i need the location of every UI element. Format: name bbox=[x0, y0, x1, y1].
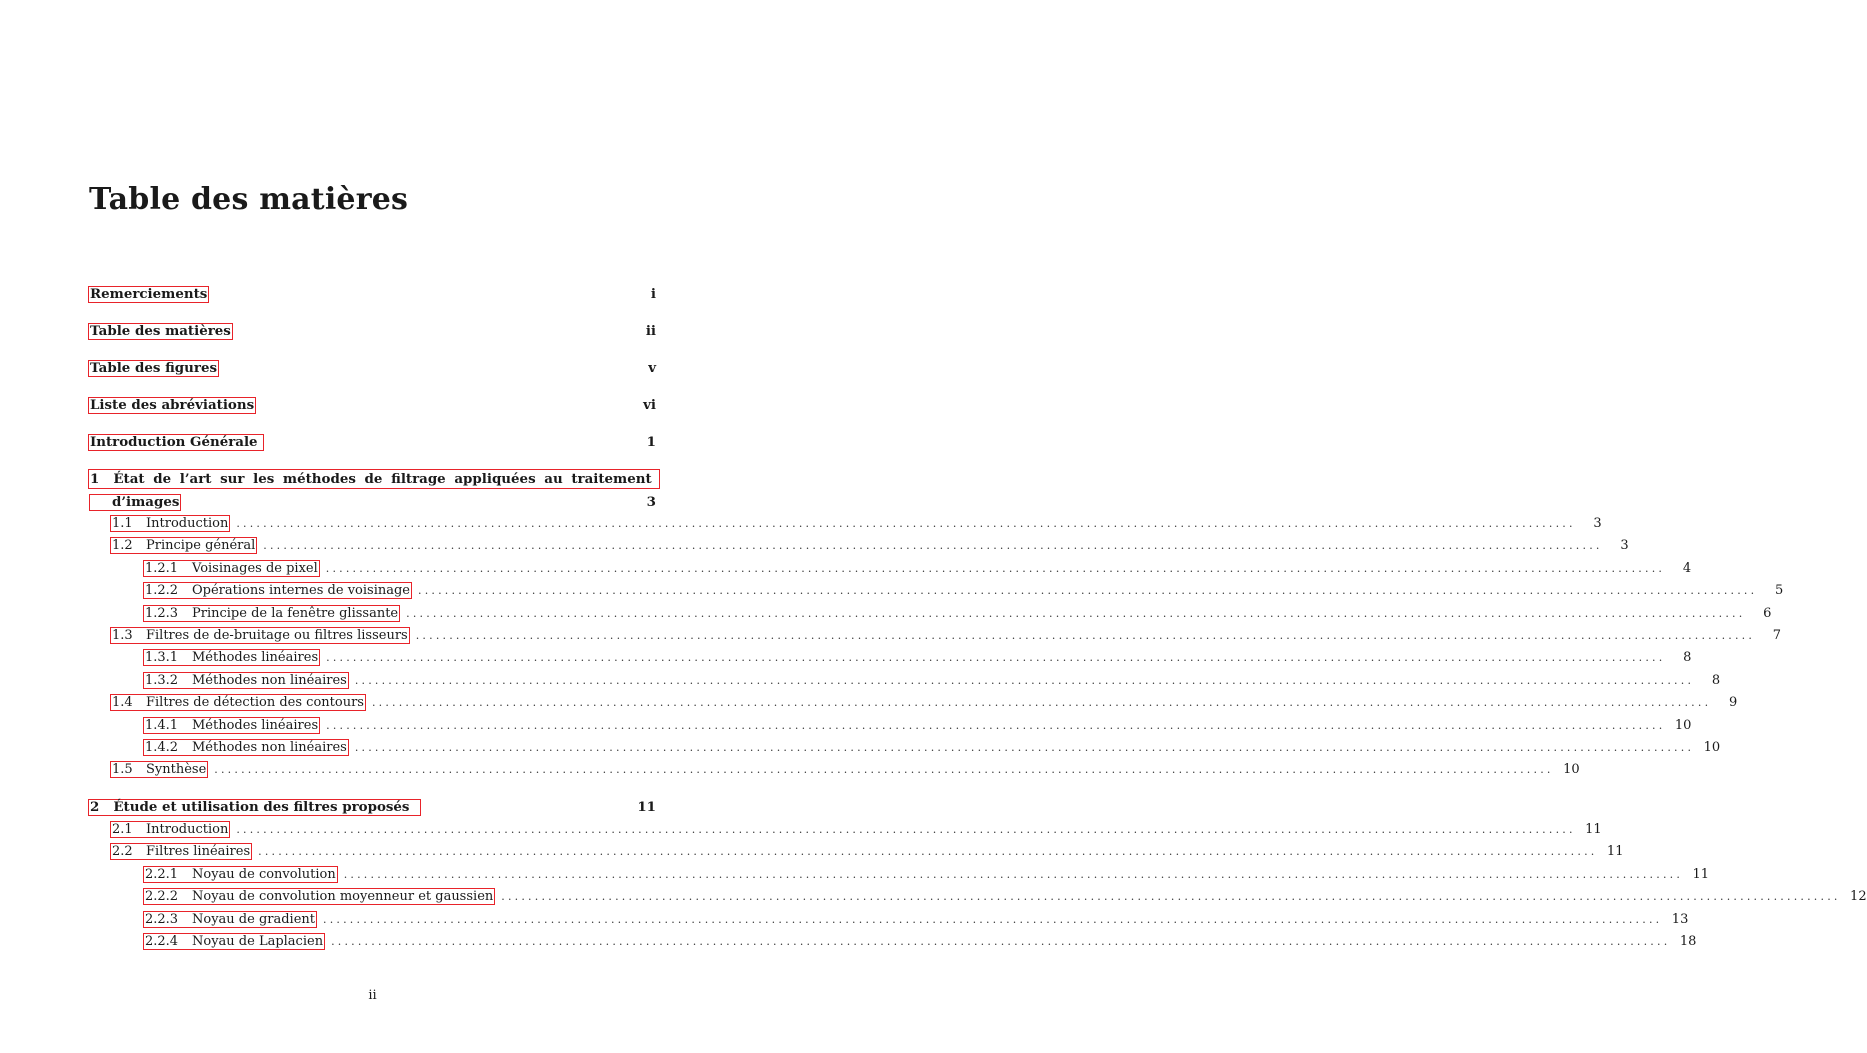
toc-link[interactable] bbox=[88, 397, 256, 414]
toc-entry[interactable] bbox=[88, 284, 656, 304]
toc-link[interactable] bbox=[110, 537, 257, 554]
toc-page: 3 bbox=[1620, 538, 1629, 554]
toc-entry[interactable] bbox=[143, 559, 1692, 579]
toc-link[interactable] bbox=[143, 717, 320, 734]
toc-entry[interactable] bbox=[88, 492, 656, 512]
toc-page: 10 bbox=[1703, 740, 1721, 755]
toc-entry[interactable] bbox=[143, 716, 1692, 736]
toc-link[interactable] bbox=[143, 911, 317, 928]
dot-leader: ........................................................................................................................................................................................................ bbox=[354, 741, 1695, 754]
toc-label: Remerciements bbox=[90, 286, 208, 302]
section-label: Opérations internes de voisinage bbox=[192, 583, 410, 599]
section-number: 2.2.1 bbox=[145, 866, 179, 882]
dot-leader: ........................................................................................................................................................................................................ bbox=[415, 629, 1756, 642]
toc-page: v bbox=[648, 360, 656, 376]
toc-entry[interactable] bbox=[88, 321, 656, 341]
section-label: Méthodes non linéaires bbox=[192, 672, 347, 688]
toc-link[interactable] bbox=[88, 434, 264, 451]
toc-label: Table des figures bbox=[90, 360, 218, 376]
section-label: Méthodes linéaires bbox=[192, 650, 319, 666]
toc-link[interactable] bbox=[110, 515, 230, 532]
toc-page: 11 bbox=[1692, 866, 1710, 882]
toc-page: 3 bbox=[646, 494, 656, 510]
toc-page: 3 bbox=[1593, 516, 1602, 531]
section-number: 1.3 bbox=[112, 628, 133, 643]
dot-leader: ........................................................................................................................................................................................................ bbox=[326, 718, 1666, 732]
toc-page: 11 bbox=[1585, 822, 1602, 837]
toc-page: 4 bbox=[1682, 560, 1692, 576]
section-label: Introduction bbox=[146, 516, 229, 531]
toc-link[interactable] bbox=[143, 560, 320, 577]
dot-leader: ........................................................................................................................................................................................................ bbox=[326, 651, 1666, 665]
toc-link[interactable] bbox=[143, 672, 349, 689]
toc-page: ii bbox=[645, 323, 656, 339]
toc-entry[interactable] bbox=[110, 842, 1624, 862]
section-label: Noyau de convolution moyenneur et gaussien bbox=[192, 889, 494, 905]
section-number: 2.2.2 bbox=[145, 889, 179, 905]
toc-link[interactable] bbox=[143, 739, 349, 756]
page-number: ii bbox=[368, 988, 377, 1003]
section-number: 1.4.1 bbox=[145, 717, 179, 733]
toc-page: 10 bbox=[1563, 762, 1580, 778]
toc-page: 13 bbox=[1671, 911, 1689, 927]
section-label: Méthodes linéaires bbox=[192, 717, 319, 733]
section-label: Filtres linéaires bbox=[146, 844, 251, 860]
chapter-number: 2 bbox=[90, 799, 100, 815]
toc-link[interactable] bbox=[110, 694, 366, 711]
toc-link[interactable] bbox=[110, 843, 252, 860]
toc-entry[interactable] bbox=[110, 693, 1738, 713]
section-number: 2.2.3 bbox=[145, 911, 179, 927]
dot-leader: ........................................................................................................................................................................................................ bbox=[418, 584, 1758, 598]
toc-page: i bbox=[650, 286, 656, 302]
toc-page: 11 bbox=[1606, 844, 1624, 860]
dot-leader: ........................................................................................................................................................................................................ bbox=[371, 696, 1712, 710]
toc-entry[interactable] bbox=[110, 820, 1602, 840]
section-number: 1.4.2 bbox=[145, 740, 179, 755]
section-number: 2.1 bbox=[112, 822, 133, 837]
toc-entry[interactable] bbox=[88, 395, 656, 415]
toc-link[interactable] bbox=[88, 286, 209, 303]
dot-leader: ........................................................................................................................................................................................................ bbox=[214, 763, 1554, 777]
toc-entry[interactable] bbox=[143, 581, 1784, 601]
toc-entry[interactable] bbox=[110, 760, 1580, 780]
section-number: 1.2.1 bbox=[145, 560, 179, 576]
toc-link[interactable] bbox=[88, 323, 233, 340]
section-label: Filtres de de-bruitage ou filtres lisseurs bbox=[146, 628, 408, 643]
toc-label: Table des matières bbox=[90, 323, 231, 339]
toc-page: 12 bbox=[1850, 889, 1867, 905]
toc-entry[interactable] bbox=[143, 932, 1697, 952]
toc-label: Liste des abréviations bbox=[90, 397, 255, 413]
toc-entry[interactable] bbox=[143, 865, 1710, 885]
section-number: 1.5 bbox=[112, 762, 133, 778]
toc-page: 11 bbox=[637, 799, 656, 815]
section-label: Noyau de convolution bbox=[192, 866, 336, 882]
toc-link[interactable] bbox=[143, 888, 495, 905]
dot-leader: ........................................................................................................................................................................................................ bbox=[354, 673, 1695, 687]
dot-leader: ........................................................................................................................................................................................................ bbox=[258, 845, 1598, 859]
dot-leader: ........................................................................................................................................................................................................ bbox=[331, 935, 1671, 948]
section-number: 1.4 bbox=[112, 695, 133, 711]
toc-entry[interactable] bbox=[143, 738, 1721, 758]
toc-link[interactable] bbox=[143, 605, 400, 622]
toc-link[interactable] bbox=[143, 933, 325, 950]
toc-entry[interactable] bbox=[143, 604, 1772, 624]
section-label: Introduction bbox=[146, 822, 229, 837]
dot-leader: ........................................................................................................................................................................................................ bbox=[325, 561, 1666, 575]
toc-entry[interactable] bbox=[88, 358, 656, 378]
toc-page: 1 bbox=[646, 434, 656, 450]
section-label: Synthèse bbox=[146, 762, 207, 778]
section-number: 1.2 bbox=[112, 538, 133, 554]
toc-link[interactable] bbox=[110, 627, 410, 644]
toc-link[interactable] bbox=[143, 866, 338, 883]
section-label: Méthodes non linéaires bbox=[192, 740, 347, 755]
toc-entry[interactable] bbox=[143, 887, 1867, 907]
toc-page: 8 bbox=[1683, 650, 1692, 666]
section-label: Voisinages de pixel bbox=[192, 560, 318, 576]
dot-leader: ........................................................................................................................................................................................................ bbox=[501, 890, 1841, 904]
chapter-title: État de l’art sur les méthodes de filtrage appliquées au traitement bbox=[113, 471, 652, 487]
page-title: Table des matières bbox=[89, 182, 409, 217]
chapter-title-cont: d’images bbox=[112, 494, 180, 510]
chapter-title: Étude et utilisation des filtres proposés bbox=[113, 799, 410, 815]
dot-leader: ........................................................................................................................................................................................................ bbox=[406, 606, 1746, 620]
toc-link[interactable] bbox=[143, 649, 320, 666]
dot-leader: ........................................................................................................................................................................................................ bbox=[323, 912, 1663, 926]
toc-entry[interactable] bbox=[110, 626, 1782, 646]
chapter-number: 1 bbox=[90, 471, 100, 487]
section-number: 2.2 bbox=[112, 844, 133, 860]
section-label: Filtres de détection des contours bbox=[146, 695, 364, 711]
toc-page: 18 bbox=[1679, 934, 1697, 949]
toc-link[interactable] bbox=[89, 494, 181, 511]
dot-leader: ........................................................................................................................................................................................................ bbox=[236, 517, 1576, 530]
section-label: Noyau de gradient bbox=[192, 911, 316, 927]
toc-entry[interactable] bbox=[88, 432, 656, 452]
section-number: 1.1 bbox=[112, 516, 133, 531]
toc-link[interactable] bbox=[143, 582, 412, 599]
toc-entry[interactable] bbox=[143, 671, 1721, 691]
dot-leader: ........................................................................................................................................................................................................ bbox=[263, 539, 1603, 553]
toc-page: 5 bbox=[1775, 583, 1784, 599]
toc-entry[interactable] bbox=[88, 797, 656, 817]
toc-page: 6 bbox=[1763, 605, 1772, 621]
section-label: Noyau de Laplacien bbox=[192, 934, 324, 949]
dot-leader: ........................................................................................................................................................................................................ bbox=[343, 867, 1684, 881]
toc-entry[interactable] bbox=[110, 536, 1629, 556]
toc-entry[interactable] bbox=[110, 514, 1602, 534]
section-number: 1.3.1 bbox=[145, 650, 179, 666]
toc-page: 10 bbox=[1674, 717, 1692, 733]
toc-link[interactable] bbox=[110, 761, 208, 778]
toc-link[interactable] bbox=[88, 799, 421, 816]
section-label: Principe de la fenêtre glissante bbox=[192, 605, 399, 621]
toc-entry[interactable] bbox=[143, 648, 1692, 668]
section-number: 1.3.2 bbox=[145, 672, 179, 688]
toc-label: Introduction Générale bbox=[90, 434, 258, 450]
toc-page: 9 bbox=[1729, 695, 1738, 711]
toc-link[interactable] bbox=[110, 821, 230, 838]
dot-leader: ........................................................................................................................................................................................................ bbox=[236, 823, 1576, 836]
section-number: 2.2.4 bbox=[145, 934, 179, 949]
section-number: 1.2.3 bbox=[145, 605, 179, 621]
chapter-heading-line1 bbox=[90, 469, 652, 489]
toc-page: 8 bbox=[1711, 672, 1721, 688]
section-number: 1.2.2 bbox=[145, 583, 179, 599]
toc-entry[interactable] bbox=[143, 910, 1689, 930]
toc-page: vi bbox=[643, 397, 656, 413]
toc-page: 7 bbox=[1772, 628, 1782, 643]
section-label: Principe général bbox=[146, 538, 256, 554]
toc-link[interactable] bbox=[88, 360, 219, 377]
